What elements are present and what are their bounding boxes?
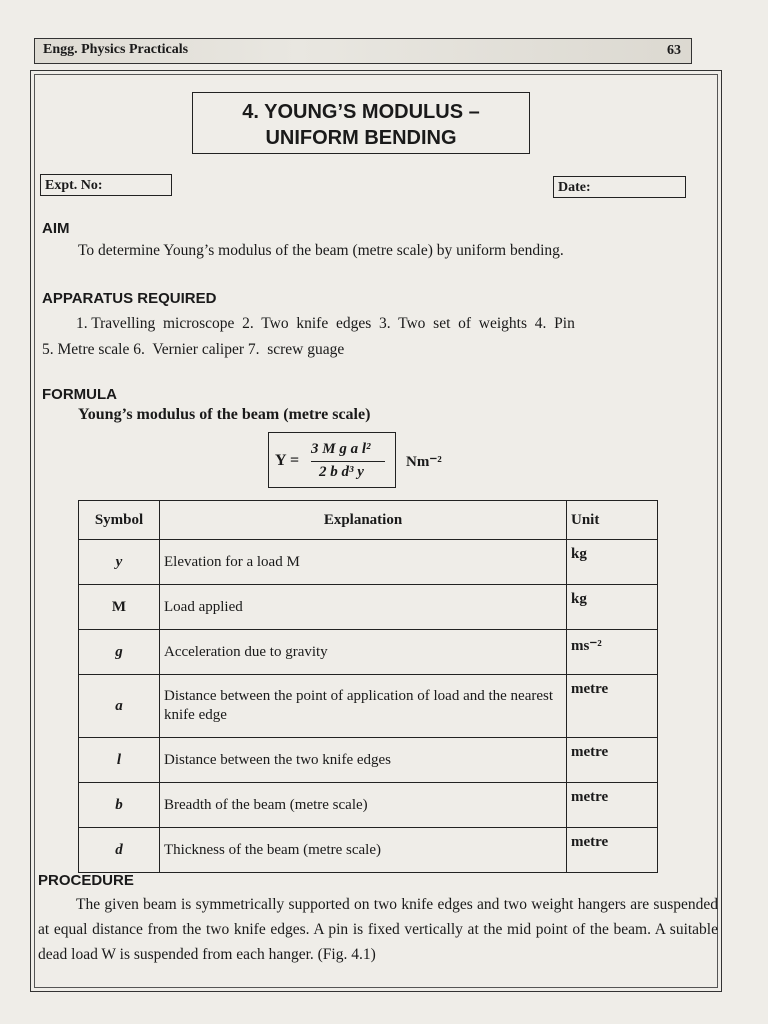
symbol-cell: d <box>79 828 160 873</box>
experiment-title <box>192 92 530 154</box>
page-number: 63 <box>667 43 681 58</box>
running-head <box>34 38 692 64</box>
explanation-cell: Acceleration due to gravity <box>160 630 567 675</box>
symbol-cell: y <box>79 540 160 585</box>
title-line-1: 4. YOUNG’S MODULUS – <box>242 101 480 123</box>
unit-cell: metre <box>567 783 658 828</box>
formula-box <box>268 432 396 488</box>
table-row <box>79 738 658 783</box>
running-head-title: Engg. Physics Practicals <box>43 42 189 57</box>
unit-cell: ms⁻² <box>567 630 658 675</box>
explanation-cell: Distance between the point of application of load and the nearest knife edge <box>160 675 567 738</box>
formula-unit: Nm⁻² <box>406 454 442 470</box>
unit-cell: metre <box>567 675 658 738</box>
explanation-cell: Elevation for a load M <box>160 540 567 585</box>
apparatus-heading: APPARATUS REQUIRED <box>42 290 217 307</box>
symbol-table <box>78 500 658 873</box>
procedure-text: The given beam is symmetrically supported on two knife edges and two weight hangers are suspended at equal distance from the two knife edges. A pin is fixed vertically at the mid point of the beam. A suitable dead load W is suspended from each hanger. (Fig. 4.1) <box>38 896 718 963</box>
formula-heading: FORMULA <box>42 386 117 403</box>
symbol-cell: l <box>79 738 160 783</box>
table-row <box>79 828 658 873</box>
symbol-cell: M <box>79 585 160 630</box>
unit-cell: kg <box>567 540 658 585</box>
header-explanation: Explanation <box>160 501 567 540</box>
apparatus-line-1: 1. Travelling microscope 2. Two knife edges 3. Two set of weights 4. Pin <box>76 315 575 332</box>
unit-cell: metre <box>567 828 658 873</box>
explanation-cell: Distance between the two knife edges <box>160 738 567 783</box>
unit-cell: metre <box>567 738 658 783</box>
symbol-cell: g <box>79 630 160 675</box>
table-row <box>79 540 658 585</box>
aim-text: To determine Young’s modulus of the beam (metre scale) by uniform bending. <box>78 242 564 259</box>
formula-lhs: Y = <box>275 452 300 469</box>
formula-numerator: 3 M g a l² <box>311 441 371 457</box>
title-line-2: UNIFORM BENDING <box>265 127 457 149</box>
procedure-heading: PROCEDURE <box>38 872 134 889</box>
table-row <box>79 630 658 675</box>
unit-cell: kg <box>567 585 658 630</box>
table-row <box>79 783 658 828</box>
aim-heading: AIM <box>42 220 70 237</box>
fraction-bar <box>311 461 385 462</box>
table-row <box>79 675 658 738</box>
symbol-cell: a <box>79 675 160 738</box>
formula-denominator: 2 b d³ y <box>319 464 364 480</box>
table-row <box>79 585 658 630</box>
expt-no-field: Expt. No: <box>40 174 172 196</box>
explanation-cell: Thickness of the beam (metre scale) <box>160 828 567 873</box>
symbol-cell: b <box>79 783 160 828</box>
formula-caption: Young’s modulus of the beam (metre scale) <box>78 406 371 423</box>
table-header-row <box>79 501 658 540</box>
explanation-cell: Load applied <box>160 585 567 630</box>
date-field: Date: <box>553 176 686 198</box>
explanation-cell: Breadth of the beam (metre scale) <box>160 783 567 828</box>
header-symbol: Symbol <box>79 501 160 540</box>
apparatus-line-2: 5. Metre scale 6. Vernier caliper 7. screw guage <box>42 341 345 358</box>
header-unit: Unit <box>567 501 658 540</box>
